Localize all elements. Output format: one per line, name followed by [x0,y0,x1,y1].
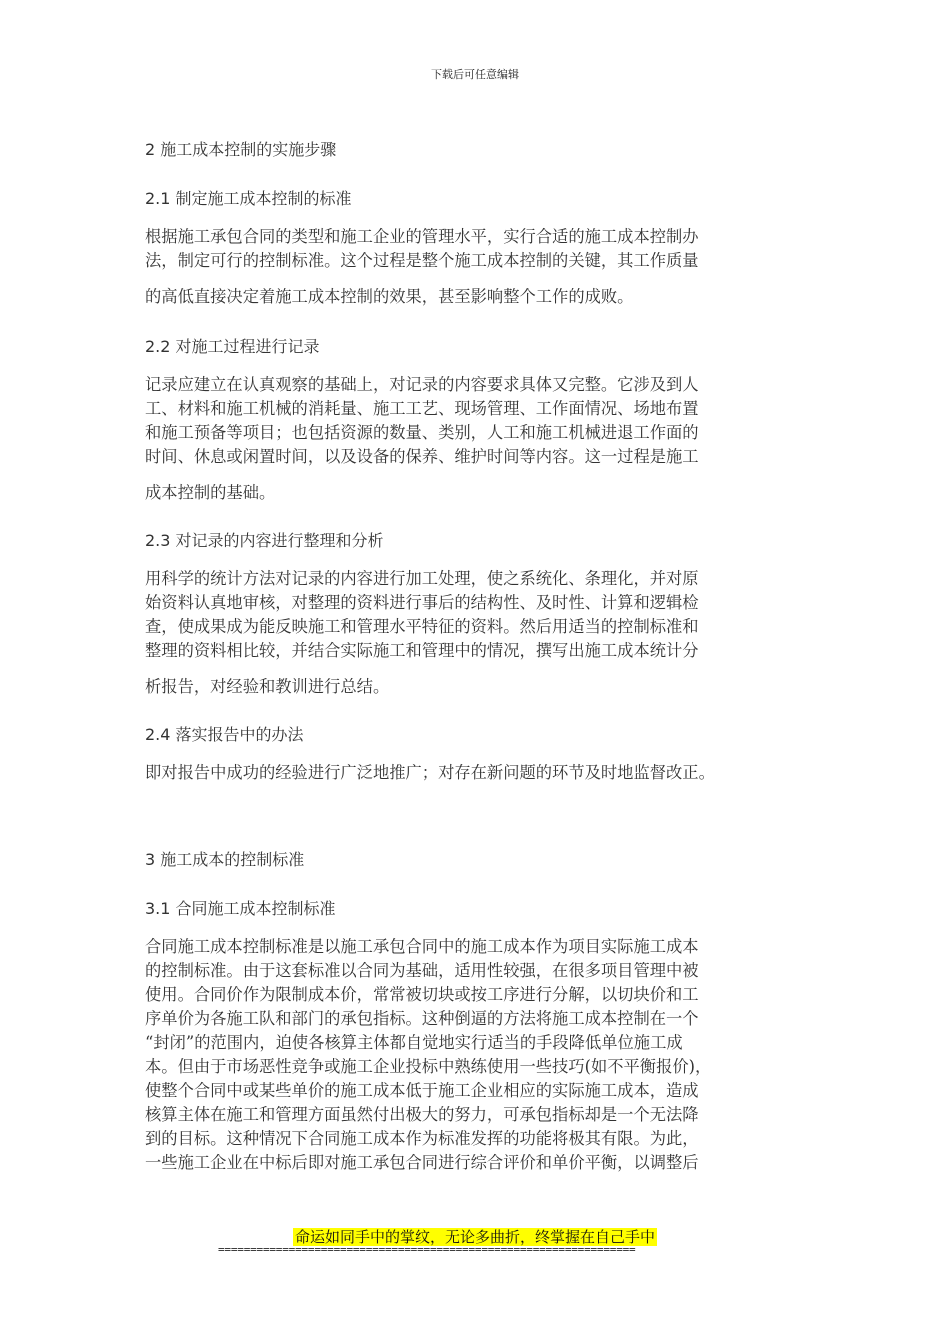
paragraph-line: 使整个合同中或某些单价的施工成本低于施工企业相应的实际施工成本，造成 [145,1081,699,1100]
paragraph-line: 和施工预备等项目；也包括资源的数量、类别，人工和施工机械进退工作面的 [145,423,699,442]
paragraph-line: “封闭”的范围内，迫使各核算主体都自觉地实行适当的手段降低单位施工成 [145,1033,683,1052]
paragraph-line: 法，制定可行的控制标准。这个过程是整个施工成本控制的关键，其工作质量 [145,251,699,270]
paragraph-line: 的控制标准。由于这套标准以合同为基础，适用性较强，在很多项目管理中被 [145,961,699,980]
footer-motto-highlight: 命运如同手中的掌纹，无论多曲折，终掌握在自己手中 [294,1228,655,1246]
paragraph-line: 时间、休息或闲置时间，以及设备的保养、维护时间等内容。这一过程是施工 [145,447,699,466]
section-3-heading: 3 施工成本的控制标准 [145,850,305,869]
paragraph-line: 一些施工企业在中标后即对施工承包合同进行综合评价和单价平衡，以调整后 [145,1153,699,1172]
footer-divider: ================================================================= [218,1243,636,1256]
paragraph-line: 用科学的统计方法对记录的内容进行加工处理，使之系统化、条理化，并对原 [145,569,699,588]
paragraph-line: 记录应建立在认真观察的基础上，对记录的内容要求具体又完整。它涉及到人 [145,375,699,394]
section-2-3-paragraph [145,567,805,699]
paragraph-line: 序单价为各施工队和部门的承包指标。这种倒逼的方法将施工成本控制在一个 [145,1009,699,1028]
paragraph-line: 整理的资料相比较，并结合实际施工和管理中的情况，撰写出施工成本统计分 [145,641,699,660]
paragraph-line: 析报告，对经验和教训进行总结。 [145,677,390,696]
paragraph-line: 成本控制的基础。 [145,483,276,502]
paragraph-line: 本。但由于市场恶性竞争或施工企业投标中熟练使用一些技巧(如不平衡报价)， [145,1057,712,1076]
section-2-2-paragraph [145,373,805,505]
section-2-4-heading: 2.4 落实报告中的办法 [145,725,304,744]
document-body [145,138,805,1175]
section-3-1-paragraph [145,935,805,1175]
paragraph-line: 使用。合同价作为限制成本价，常常被切块或按工序进行分解，以切块价和工 [145,985,699,1004]
section-2-3-heading: 2.3 对记录的内容进行整理和分析 [145,531,384,550]
paragraph-line: 始资料认真地审核，对整理的资料进行事后的结构性、及时性、计算和逻辑检 [145,593,699,612]
section-3-1-heading: 3.1 合同施工成本控制标准 [145,899,336,918]
section-2-4-paragraph [145,761,805,785]
paragraph-line: 查，使成果成为能反映施工和管理水平特征的资料。然后用适当的控制标准和 [145,617,699,636]
paragraph-line: 工、材料和施工机械的消耗量、施工工艺、现场管理、工作面情况、场地布置 [145,399,699,418]
section-2-1-heading: 2.1 制定施工成本控制的标准 [145,189,352,208]
paragraph-line: 即对报告中成功的经验进行广泛地推广；对存在新问题的环节及时地监督改正。 [145,763,715,782]
section-2-1-paragraph [145,225,805,309]
section-2-heading: 2 施工成本控制的实施步骤 [145,140,337,159]
paragraph-line: 根据施工承包合同的类型和施工企业的管理水平，实行合适的施工成本控制办 [145,227,699,246]
paragraph-line: 到的目标。这种情况下合同施工成本作为标准发挥的功能将极其有限。为此， [145,1129,699,1148]
paragraph-line: 的高低直接决定着施工成本控制的效果，甚至影响整个工作的成败。 [145,287,634,306]
page-header: 下载后可任意编辑 [431,68,519,81]
paragraph-line: 合同施工成本控制标准是以施工承包合同中的施工成本作为项目实际施工成本 [145,937,699,956]
paragraph-line: 核算主体在施工和管理方面虽然付出极大的努力，可承包指标却是一个无法降 [145,1105,699,1124]
section-2-2-heading: 2.2 对施工过程进行记录 [145,337,320,356]
